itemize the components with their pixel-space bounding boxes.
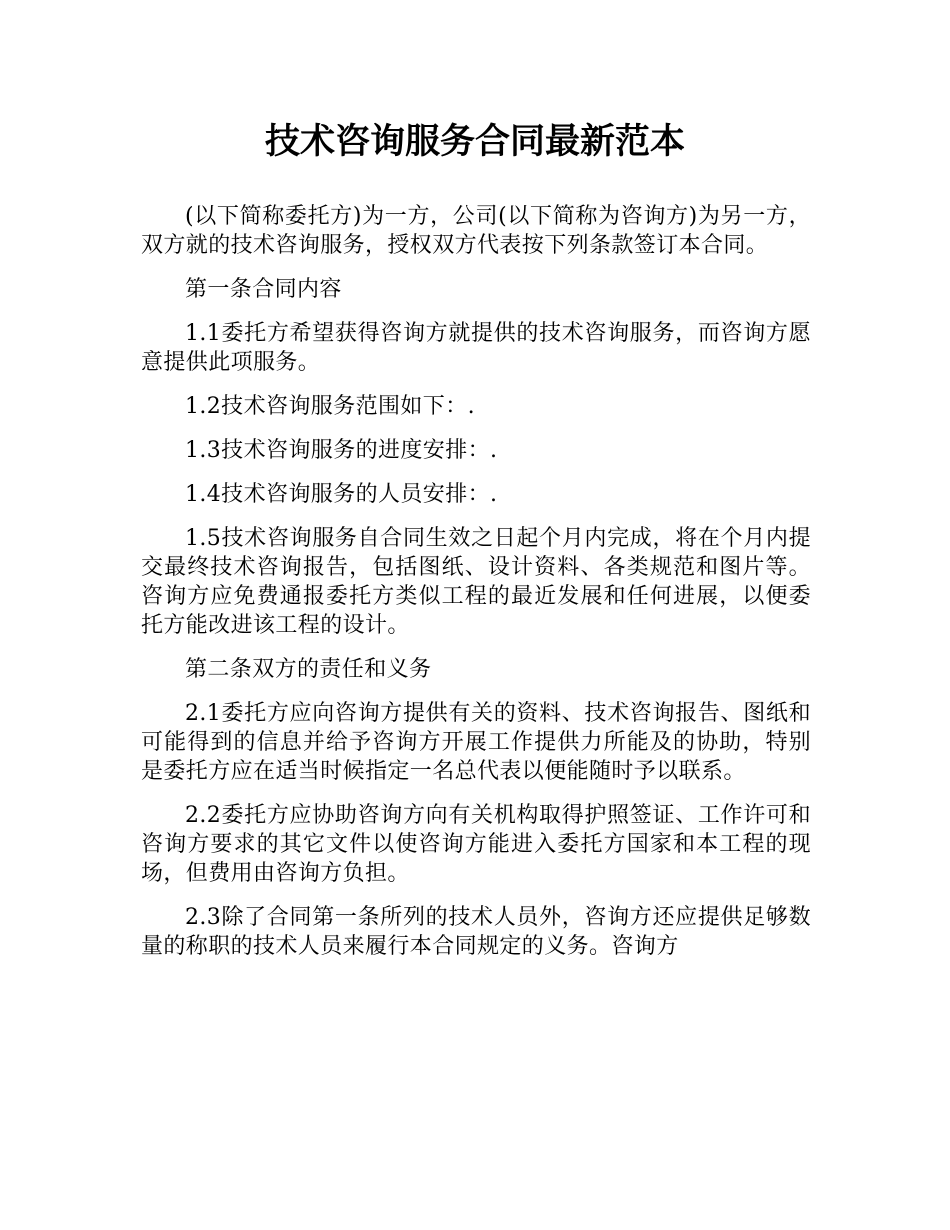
- clause-1-1: 1.1委托方希望获得咨询方就提供的技术咨询服务，而咨询方愿意提供此项服务。: [141, 321, 811, 375]
- clause-1-3: 1.3技术咨询服务的进度安排：.: [185, 438, 498, 463]
- section-heading-1: 第一条合同内容: [185, 277, 342, 302]
- paragraph-intro: (以下简称委托方)为一方，公司(以下简称为咨询方)为另一方，双方就的技术咨询服务，授权双方代表按下列条款签订本合同。: [141, 204, 811, 258]
- section-heading-2: 第二条双方的责任和义务: [185, 657, 432, 682]
- clause-2-3: 2.3除了合同第一条所列的技术人员外，咨询方还应提供足够数量的称职的技术人员来履行本合同规定的义务。咨询方: [141, 905, 811, 959]
- clause-2-1: 2.1委托方应向咨询方提供有关的资料、技术咨询报告、图纸和可能得到的信息并给予咨询方开展工作提供力所能及的协助，特别是委托方应在适当时候指定一名总代表以便能随时予以联系。: [141, 701, 811, 784]
- document-body: [141, 202, 811, 976]
- clause-1-5: 1.5技术咨询服务自合同生效之日起个月内完成，将在个月内提交最终技术咨询报告，包括图纸、设计资料、各类规范和图片等。咨询方应免费通报委托方类似工程的最近发展和任何进展，以便委托方能改进该工程的设计。: [141, 526, 811, 638]
- document-title: 技术咨询服务合同最新范本: [264, 122, 685, 162]
- clause-1-2: 1.2技术咨询服务范围如下：.: [185, 394, 475, 419]
- clause-2-2: 2.2委托方应协助咨询方向有关机构取得护照签证、工作许可和咨询方要求的其它文件以使咨询方能进入委托方国家和本工程的现场，但费用由咨询方负担。: [141, 803, 811, 886]
- clause-1-4: 1.4技术咨询服务的人员安排：.: [185, 482, 498, 507]
